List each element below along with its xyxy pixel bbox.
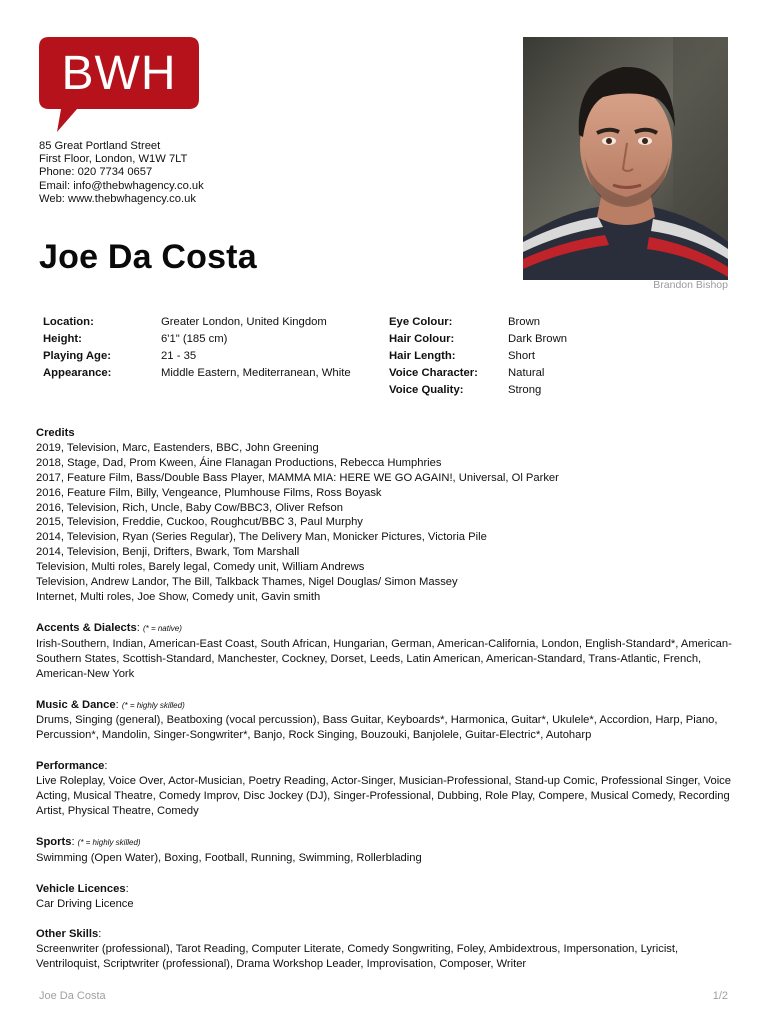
- vehicle-section: [36, 882, 736, 912]
- stat-label: Eye Colour:: [389, 316, 453, 328]
- footer-name: Joe Da Costa: [39, 990, 106, 1002]
- address-line: First Floor, London, W1W 7LT: [39, 153, 188, 166]
- stat-label: Location:: [43, 316, 94, 328]
- credit-item: 2014, Television, Ryan (Series Regular), The Delivery Man, Monicker Pictures, Victoria Pile: [36, 531, 487, 544]
- stat-value: 21 - 35: [161, 350, 197, 362]
- section-heading: Vehicle Licences: [36, 882, 126, 895]
- section-heading-row: Other Skills:: [36, 928, 102, 941]
- stat-row-height: [43, 331, 351, 348]
- performance-section: [36, 759, 736, 819]
- section-heading-row: Accents & Dialects: (* = native): [36, 621, 182, 634]
- email-line: Email: info@thebwhagency.co.uk: [39, 179, 204, 192]
- stat-value: Strong: [508, 384, 542, 396]
- agency-logo: [39, 37, 199, 133]
- section-heading: Sports: [36, 835, 72, 848]
- section-note: (* = native): [142, 623, 182, 633]
- agency-address: [39, 140, 204, 206]
- section-text: Irish-Southern, Indian, American-East Coast, South African, Hungarian, German, American-California, London, English-Standard*, American-Southern States, Scottish-Standard, Manchester, Cockney, Dorset, Leeds, Latin American, American-Standard, Trans-Atlantic, French, American-New York: [36, 637, 732, 680]
- stat-label: Hair Length:: [389, 350, 456, 362]
- section-heading: Other Skills: [36, 928, 99, 941]
- stat-label: Appearance:: [43, 367, 112, 379]
- section-note: (* = highly skilled): [121, 700, 185, 710]
- section-text: Drums, Singing (general), Beatboxing (vocal percussion), Bass Guitar, Keyboards*, Harmonica, Guitar*, Ukulele*, Accordion, Harp, Piano, Percussion*, Mandolin, Singer-Songwriter*, Banjo, Rock Singing, Bouzouki, Banjolele, Guitar-Electric*, Autoharp: [36, 714, 718, 742]
- stat-row-voice-character: [389, 365, 567, 382]
- section-heading-row: Vehicle Licences:: [36, 882, 129, 895]
- stat-value: Brown: [508, 316, 541, 328]
- section-heading: Music & Dance: [36, 698, 116, 711]
- credit-item: 2014, Television, Benji, Drifters, Bwark, Tom Marshall: [36, 546, 300, 559]
- address-line: 85 Great Portland Street: [39, 140, 161, 152]
- section-text: Screenwriter (professional), Tarot Reading, Computer Literate, Comedy Songwriting, Foley, Ambidextrous, Impersonation, Lyricist, Ventriloquist, Scriptwriter (professional), Drama Workshop Leader, Improvisation, Composer, Writer: [36, 943, 679, 971]
- section-heading-row: Sports: (* = highly skilled): [36, 835, 141, 848]
- credit-item: 2015, Television, Freddie, Cuckoo, Roughcut/BBC 3, Paul Murphy: [36, 516, 363, 529]
- credit-item: Television, Andrew Landor, The Bill, Talkback Thames, Nigel Douglas/ Simon Massey: [36, 576, 458, 589]
- other-skills-section: [36, 927, 736, 972]
- stat-row-appearance: [43, 365, 351, 382]
- web-line: Web: www.thebwhagency.co.uk: [39, 192, 196, 205]
- stat-row-hair-colour: [389, 331, 567, 348]
- stat-label: Height:: [43, 333, 82, 345]
- logo-text: BWH: [61, 47, 177, 100]
- section-heading: Accents & Dialects: [36, 621, 137, 634]
- stat-value: 6'1" (185 cm): [161, 333, 228, 345]
- stat-row-playing-age: [43, 348, 351, 365]
- credit-item: 2019, Television, Marc, Eastenders, BBC, John Greening: [36, 441, 319, 454]
- page-number: 1/2: [712, 990, 728, 1002]
- cv-content: [36, 426, 736, 972]
- music-section: [36, 698, 736, 744]
- credit-item: 2016, Television, Rich, Uncle, Baby Cow/BBC3, Oliver Refson: [36, 501, 343, 514]
- credits-section: [36, 426, 736, 605]
- phone-line: Phone: 020 7734 0657: [39, 166, 153, 179]
- credit-item: 2017, Feature Film, Bass/Double Bass Player, MAMMA MIA: HERE WE GO AGAIN!, Universal, Ol Parker: [36, 471, 559, 484]
- section-text: Swimming (Open Water), Boxing, Football, Running, Swimming, Rollerblading: [36, 851, 422, 864]
- stat-value: Dark Brown: [508, 333, 568, 345]
- section-heading-row: Music & Dance: (* = highly skilled): [36, 698, 185, 711]
- stat-row-hair-length: [389, 348, 567, 365]
- stat-row-eye-colour: [389, 314, 567, 331]
- section-heading-row: Performance:: [36, 760, 108, 773]
- credit-item: 2018, Stage, Dad, Prom Kween, Áine Flanagan Productions, Rebecca Humphries: [36, 456, 442, 469]
- stat-row-location: [43, 314, 351, 331]
- actor-name: Joe Da Costa: [39, 238, 257, 276]
- section-heading: Performance: [36, 760, 105, 773]
- stat-label: Playing Age:: [43, 350, 112, 362]
- section-note: (* = highly skilled): [77, 837, 141, 847]
- section-text: Live Roleplay, Voice Over, Actor-Musician, Poetry Reading, Actor-Singer, Musician-Professional, Stand-up Comic, Professional Singer, Voice Acting, Musical Theatre, Comedy Improv, Disc Jockey (DJ), Singer-Professional, Dubbing, Role Play, Compere, Musical Comedy, Recording Artist, Physical Theatre, Comedy: [36, 775, 731, 817]
- stat-label: Hair Colour:: [389, 333, 455, 345]
- photo-credit: Brandon Bishop: [653, 279, 728, 291]
- credit-item: 2016, Feature Film, Billy, Vengeance, Plumhouse Films, Ross Boyask: [36, 486, 382, 499]
- stat-value: Natural: [508, 367, 545, 379]
- stats-right: [389, 314, 567, 399]
- stat-value: Middle Eastern, Mediterranean, White: [161, 367, 351, 379]
- stat-label: Voice Character:: [389, 367, 478, 379]
- credit-item: Television, Multi roles, Barely legal, Comedy unit, William Andrews: [36, 561, 365, 574]
- stat-row-voice-quality: [389, 382, 567, 399]
- section-text: Car Driving Licence: [36, 897, 134, 910]
- section-heading: Credits: [36, 427, 75, 439]
- stats-left: [43, 314, 351, 382]
- stat-label: Voice Quality:: [389, 384, 464, 396]
- accents-section: [36, 621, 736, 682]
- sports-section: [36, 835, 736, 866]
- actor-headshot: [523, 37, 728, 280]
- stat-value: Short: [508, 350, 536, 362]
- stat-value: Greater London, United Kingdom: [161, 316, 327, 328]
- credit-item: Internet, Multi roles, Joe Show, Comedy unit, Gavin smith: [36, 590, 321, 603]
